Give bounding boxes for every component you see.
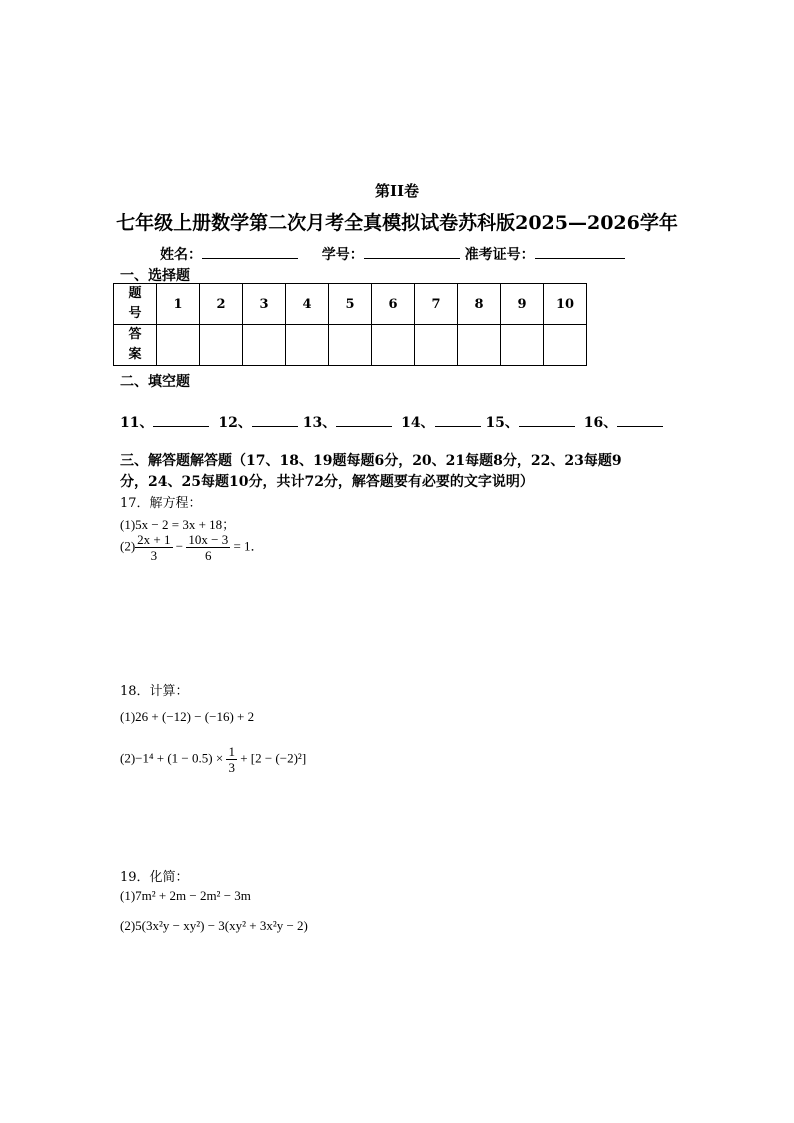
blank-number: 16、 xyxy=(583,415,618,431)
question-number: 2 xyxy=(200,284,243,325)
denominator: 3 xyxy=(228,760,235,775)
minus-sign: − xyxy=(172,538,187,554)
answer-table xyxy=(113,283,587,366)
question-number: 10 xyxy=(544,284,587,325)
fill-blank-row xyxy=(120,412,663,432)
question-number: 4 xyxy=(286,284,329,325)
blank-number: 15、 xyxy=(485,415,519,431)
question-number: 9 xyxy=(501,284,544,325)
answer-cell[interactable] xyxy=(372,325,415,366)
q18-part1: (1)26 + (−12) − (−16) + 2 xyxy=(120,709,255,724)
blank-field[interactable] xyxy=(153,413,209,427)
student-id-field[interactable] xyxy=(364,244,460,259)
table-row xyxy=(114,325,587,366)
question-number: 8 xyxy=(458,284,501,325)
question-number: 6 xyxy=(372,284,415,325)
blank-field[interactable] xyxy=(252,413,298,427)
answer-cell[interactable] xyxy=(329,325,372,366)
blank-field[interactable] xyxy=(519,413,575,427)
blank-number: 14、 xyxy=(401,415,435,431)
blank-field[interactable] xyxy=(336,413,392,427)
student-id-label: 学号： xyxy=(321,247,364,263)
answer-cell[interactable] xyxy=(157,325,200,366)
q17-part1: (1)5x − 2 = 3x + 18； xyxy=(120,517,236,532)
table-row xyxy=(114,284,587,325)
answer-cell[interactable] xyxy=(458,325,501,366)
volume-label: 第II卷 xyxy=(374,182,420,200)
q17-title: 17．解方程： xyxy=(120,496,202,511)
section2-heading: 二、填空题 xyxy=(120,374,190,390)
denominator: 6 xyxy=(205,548,212,563)
q18-title: 18．计算： xyxy=(120,684,189,699)
blank-field[interactable] xyxy=(435,413,481,427)
numerator: 2x + 1 xyxy=(137,532,171,547)
q19-part1: (1)7m² + 2m − 2m² − 3m xyxy=(120,888,251,903)
page-title: 七年级上册数学第二次月考全真模拟试卷苏科版2025—2026学年 xyxy=(116,212,678,234)
blank-number: 13、 xyxy=(302,415,337,431)
exam-number-label: 准考证号： xyxy=(464,247,535,263)
name-label: 姓名： xyxy=(160,247,202,263)
student-info-row xyxy=(160,244,625,264)
numerator: 1 xyxy=(228,744,235,759)
blank-number: 11、 xyxy=(120,415,154,431)
question-number: 1 xyxy=(157,284,200,325)
denominator: 3 xyxy=(150,548,158,563)
fraction xyxy=(226,744,237,775)
fraction xyxy=(186,532,230,563)
answer-cell[interactable] xyxy=(200,325,243,366)
fraction xyxy=(135,532,172,563)
answer-cell[interactable] xyxy=(501,325,544,366)
answer-cell[interactable] xyxy=(286,325,329,366)
q18-p2-suffix: + [2 − (−2)²] xyxy=(236,750,307,766)
q17-p2-suffix: = 1． xyxy=(230,538,264,554)
q18-p2-prefix: (2)−1⁴ + (1 − 0.5) × xyxy=(120,750,227,766)
name-field[interactable] xyxy=(202,244,298,259)
q19-part2: (2)5(3x²y − xy²) − 3(xy² + 3x²y − 2) xyxy=(120,918,308,933)
row-label-answer: 答 案 xyxy=(114,325,157,366)
section3-heading-line2: 分，24、25每题10分，共计72分，解答题要有必要的文字说明） xyxy=(120,474,534,490)
question-number: 5 xyxy=(329,284,372,325)
blank-number: 12、 xyxy=(218,415,252,431)
section3-heading-line1: 三、解答题解答题（17、18、19题每题6分，20、21每题8分，22、23每题9 xyxy=(120,453,622,469)
blank-field[interactable] xyxy=(617,413,663,427)
exam-number-field[interactable] xyxy=(535,244,625,259)
q17-part2 xyxy=(120,532,264,563)
question-number: 3 xyxy=(243,284,286,325)
numerator: 10x − 3 xyxy=(188,532,229,547)
answer-cell[interactable] xyxy=(415,325,458,366)
answer-cell[interactable] xyxy=(544,325,587,366)
q17-p2-prefix: (2) xyxy=(120,538,136,554)
row-label-question: 题 号 xyxy=(114,284,157,325)
q19-title: 19．化简： xyxy=(120,870,189,885)
q18-part2 xyxy=(120,744,306,775)
section1-heading: 一、选择题 xyxy=(120,268,190,284)
answer-cell[interactable] xyxy=(243,325,286,366)
question-number: 7 xyxy=(415,284,458,325)
